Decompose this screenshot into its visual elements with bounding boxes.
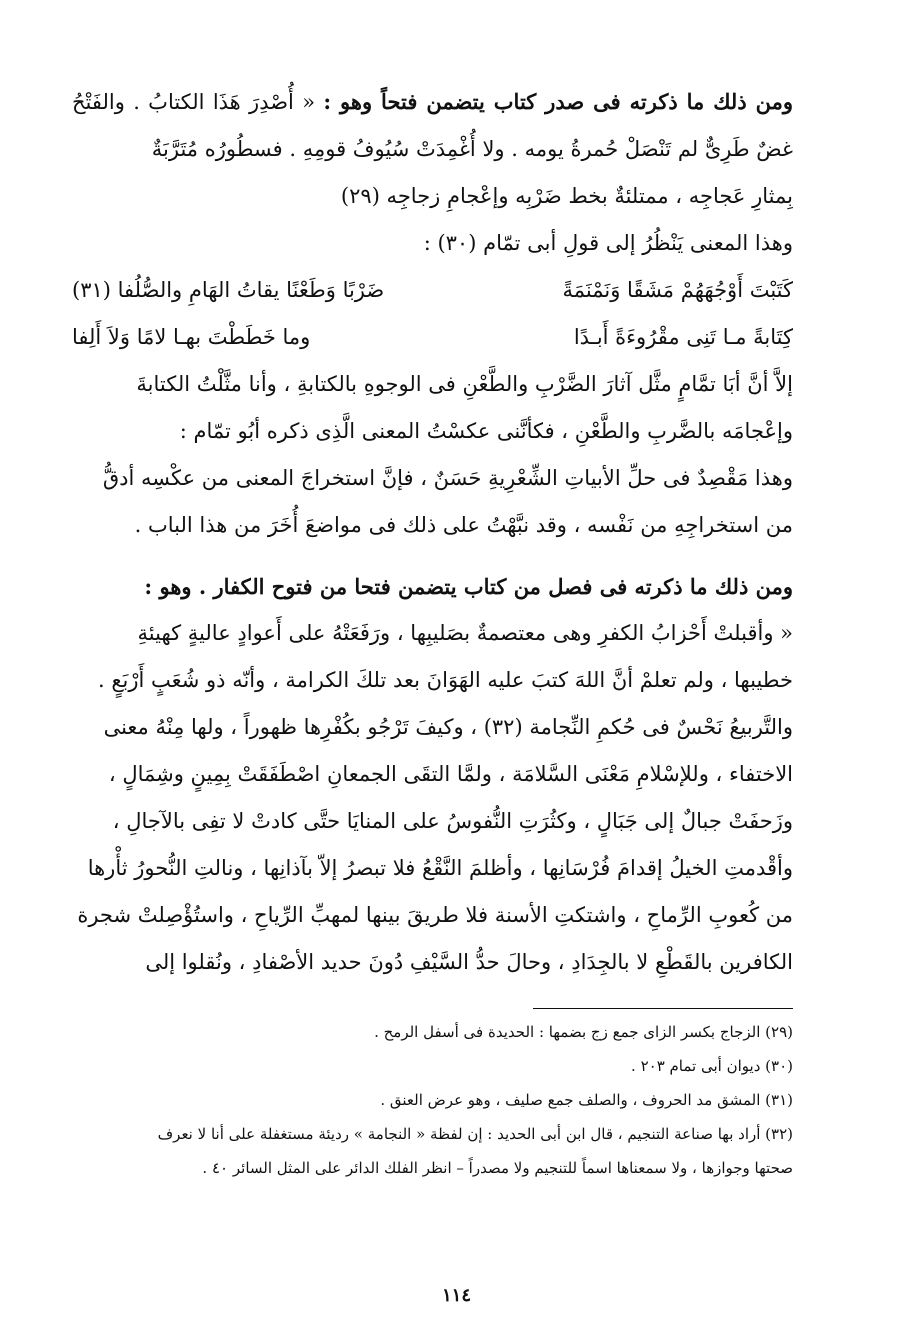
footnote-30: (٣٠) ديوان أبى تمام ٢٠٣ . xyxy=(631,1057,793,1075)
poem xyxy=(72,267,793,361)
poem-verse xyxy=(72,267,793,314)
section-1-line-1: « أُصْدِرَ هَذَا الكتابُ . والفَتْحُ غضٌ طَرِىٌّ لم تَنْصَلْ حُمرةُ يومه . ولا أُغْمِدَتْ سُيُوفُ قومِهِ . فسطُورُه مُتَرَّبَةٌ xyxy=(72,90,793,161)
section-1-continued xyxy=(72,173,793,267)
section-2-line: وزَحفَتْ جبالٌ إلى جَبَالٍ ، وكثُرَتِ النُّفوسُ على المنايَا حتَّى كادتْ لا تفِى بالآجالِ ، xyxy=(112,809,793,833)
section-2-line: الكافرين بالقَطْعِ لا بالجِدَادِ ، وحالَ حدُّ السَّيْفِ دُونَ حديد الأصْفادِ ، ونُقلوا إلى xyxy=(145,950,793,974)
poem-hemistich-left: ضَرْبًا وَطَعْنًا يقاتُ الهَامِ والصُّلُفا (٣١) xyxy=(72,278,385,302)
footnote-divider xyxy=(533,1008,793,1009)
section-1-first-line xyxy=(72,78,793,173)
footnote-32: (٣٢) أراد بها صناعة التنجيم ، قال ابن أبى الحديد : إن لفظة « النجامة » رديئة مستغفلة على أنا لا نعرف xyxy=(157,1125,793,1143)
footnote-32-continued: صحتها وجوازها ، ولا سمعناها اسماً للتنجيم ولا مصدراً – انظر الفلك الدائر على المثل السائر ٤٠ . xyxy=(202,1159,793,1177)
section-1-line-3: وهذا المعنى يَنْظُرُ إلى قولِ أبى تمّام (٣٠) : xyxy=(423,231,793,255)
commentary-line: وإعْجامَه بالضَّربِ والطَّعْنِ ، فكأنَّنى عكسْتُ المعنى الَّذِى ذكره أبُو تمّام : xyxy=(179,419,793,443)
section-2-body xyxy=(72,610,793,986)
section-2-line: من كُعوبِ الرِّماحِ ، واشتكتِ الأسنة فلا طريقَ بينها لمهبِّ الرِّياحِ ، واستُؤْصِلتْ شجرة xyxy=(77,903,793,927)
section-1-heading: ومن ذلك ما ذكرته فى صدر كتاب يتضمن فتحاً وهو : xyxy=(323,89,793,114)
page-number: ١١٤ xyxy=(441,1285,471,1306)
poem-hemistich-right: كَتَبْتَ أَوْجُهَهُمْ مَشَقًا وَنَمْنَمَةً xyxy=(562,278,793,302)
section-2-line: « وأقبلتْ أَحْزابُ الكفرِ وهى معتصمةٌ بصَليبِها ، ورَفَعَتْهُ على أَعوادٍ عاليةٍ كهيئةِ xyxy=(137,621,793,645)
section-2-line: والتَّربيعُ نَحْسٌ فى حُكمِ النِّجامة (٣٢) ، وكيفَ تَرْجُو بكُفْرِها ظهوراً ، ولها مِنْهُ معنى xyxy=(103,715,793,739)
footnote-31: (٣١) المشق مد الحروف ، والصلف جمع صليف ، وهو عرض العنق . xyxy=(380,1091,793,1109)
section-1-line-2: بِمثارِ عَجاجِه ، ممتلئةٌ بخط ضَرْبِه وإعْجامِ زجاجِه (٢٩) xyxy=(340,184,793,208)
section-2-line: وأقْدمتِ الخيلُ إقدامَ فُرْسَانِها ، وأظلمَ النَّقْعُ فلا تبصرُ إلاّ بآذانِها ، ونالتِ النُّحورُ ثأْرها xyxy=(87,856,793,880)
poem-hemistich-left: وما خَطَطْتَ بهـا لامًا وَلاَ أَلِفا xyxy=(72,325,311,349)
footnotes xyxy=(72,1015,793,1185)
section-1 xyxy=(72,78,793,173)
section-1-commentary xyxy=(72,361,793,549)
section-2-line: الاختفاء ، وللإسْلامِ مَعْنَى السَّلامَة ، ولمَّا التقَى الجمعانِ اصْطَفَقَتْ بِمِينٍ وشِمَالٍ ، xyxy=(108,762,793,786)
section-2-heading: ومن ذلك ما ذكرته فى فصل من كتاب يتضمن فتحا من فتوح الكفار . وهو : xyxy=(144,574,793,599)
poem-hemistich-right: كِتَابةً مـا تَنِى مقْرُوءَةً أَبـدًا xyxy=(573,325,793,349)
commentary-line: إلاَّ أنَّ أبَا تمَّامٍ مثَّل آثارَ الضَّرْبِ والطَّعْنِ فى الوجوهِ بالكتابةِ ، وأنا مثَّلْتُ الكتابةَ xyxy=(136,372,793,396)
footnote-29: (٢٩) الزجاج بكسر الزاى جمع زج بضمها : الحديدة فى أسفل الرمح . xyxy=(374,1023,793,1041)
section-2-line: خطيبها ، ولم تعلمْ أنَّ اللهَ كتبَ عليه الهَوَانَ بعد تلكَ الكرامة ، وأنّه ذو شُعَبٍ أَرْبَعٍ . xyxy=(97,668,793,692)
poem-verse xyxy=(72,314,793,361)
commentary-line: وهذا مَقْصِدٌ فى حلِّ الأبياتِ الشِّعْرِيةِ حَسَنٌ ، فإنَّ استخراجَ المعنى من عكْسِه أدقُّ xyxy=(102,466,793,490)
commentary-line: من استخراجِهِ من نَفْسه ، وقد نبَّهْتُ على ذلك فى مواضعَ أُخَرَ من هذا الباب . xyxy=(134,513,793,537)
